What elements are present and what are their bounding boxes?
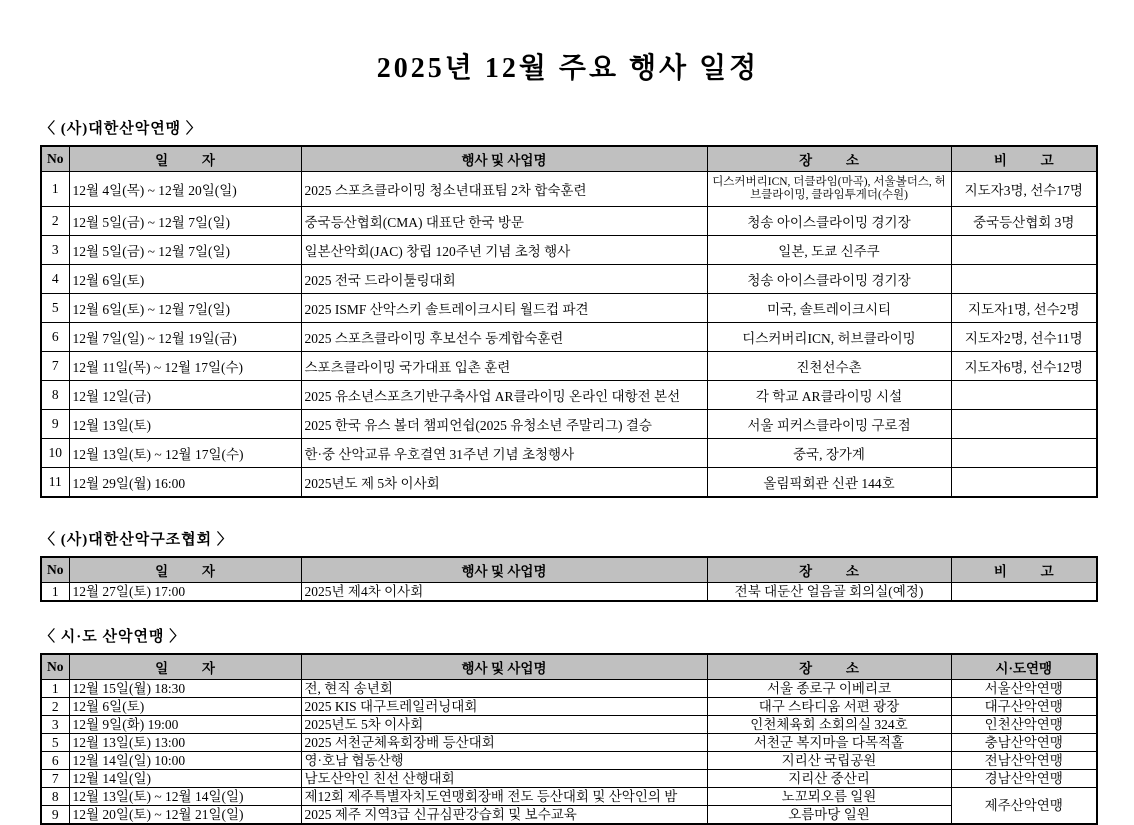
table-cell: 전북 대둔산 얼음골 회의실(예정) <box>707 583 951 602</box>
column-header: No <box>41 557 69 583</box>
section-korea-mountain-rescue-association <box>40 528 1096 602</box>
table-cell: 2025년도 5차 이사회 <box>301 716 707 734</box>
table-cell: 1 <box>41 680 69 698</box>
column-header: No <box>41 146 69 172</box>
table-cell: 12월 9일(화) 19:00 <box>69 716 301 734</box>
table-cell: 경남산악연맹 <box>951 770 1097 788</box>
table-cell: 한·중 산악교류 우호결연 31주년 기념 초청행사 <box>301 439 707 468</box>
table-cell: 지리산 중산리 <box>707 770 951 788</box>
table-row <box>41 752 1097 770</box>
page-title: 2025년 12월 주요 행사 일정 <box>376 53 760 84</box>
table-cell: 5 <box>41 734 69 752</box>
table-cell: 12월 4일(목) ~ 12월 20일(일) <box>69 172 301 207</box>
table-cell: 10 <box>41 439 69 468</box>
column-header: 행사 및 사업명 <box>301 654 707 680</box>
table-cell: 6 <box>41 752 69 770</box>
table-cell: 지도자6명, 선수12명 <box>951 352 1097 381</box>
section-heading: 〈 시·도 산악연맹 〉 <box>40 629 186 645</box>
table-cell: 6 <box>41 323 69 352</box>
table-row <box>41 583 1097 602</box>
column-header: 시·도연맹 <box>951 654 1097 680</box>
table-cell: 1 <box>41 172 69 207</box>
table-cell: 7 <box>41 352 69 381</box>
table-cell: 2025 ISMF 산악스키 솔트레이크시티 월드컵 파견 <box>301 294 707 323</box>
table-cell: 미국, 솔트레이크시티 <box>707 294 951 323</box>
table-cell: 8 <box>41 381 69 410</box>
table-cell: 2 <box>41 207 69 236</box>
table-cell: 12월 6일(토) ~ 12월 7일(일) <box>69 294 301 323</box>
column-header: 비 고 <box>951 557 1097 583</box>
section-heading: 〈 (사)대한산악구조협회 〉 <box>40 532 233 548</box>
table-cell: 2 <box>41 698 69 716</box>
table-cell: 5 <box>41 294 69 323</box>
table-row <box>41 323 1097 352</box>
table-cell: 8 <box>41 788 69 806</box>
table-cell: 12월 6일(토) <box>69 698 301 716</box>
table-row <box>41 734 1097 752</box>
table-cell: 2025 전국 드라이툴링대회 <box>301 265 707 294</box>
table-cell: 인천산악연맹 <box>951 716 1097 734</box>
table-cell: 2025 한국 유스 볼더 챔피언쉽(2025 유청소년 주말리그) 결승 <box>301 410 707 439</box>
table-cell: 서천군 복지마을 다목적홀 <box>707 734 951 752</box>
table-cell: 2025 스포츠클라이밍 청소년대표팀 2차 합숙훈련 <box>301 172 707 207</box>
column-header: 행사 및 사업명 <box>301 557 707 583</box>
column-header: 비 고 <box>951 146 1097 172</box>
table-row <box>41 698 1097 716</box>
table-cell: 12월 7일(일) ~ 12월 19일(금) <box>69 323 301 352</box>
table-cell: 12월 27일(토) 17:00 <box>69 583 301 602</box>
table-row <box>41 236 1097 265</box>
table-cell <box>951 583 1097 602</box>
table-cell <box>951 265 1097 294</box>
table-cell: 중국등산협회 3명 <box>951 207 1097 236</box>
table-cell: 디스커버리ICN, 더클라임(마곡), 서울볼더스, 허브클라이밍, 클라임투게더(수원) <box>707 172 951 207</box>
table-cell: 남도산악인 친선 산행대회 <box>301 770 707 788</box>
table-cell: 12월 13일(토) 13:00 <box>69 734 301 752</box>
column-header: No <box>41 654 69 680</box>
table-row <box>41 265 1097 294</box>
schedule-table <box>40 556 1098 602</box>
table-cell: 9 <box>41 410 69 439</box>
table-cell: 전남산악연맹 <box>951 752 1097 770</box>
table-cell: 충남산악연맹 <box>951 734 1097 752</box>
column-header: 행사 및 사업명 <box>301 146 707 172</box>
table-row <box>41 352 1097 381</box>
table-cell: 진천선수촌 <box>707 352 951 381</box>
table-cell: 12월 11일(목) ~ 12월 17일(수) <box>69 352 301 381</box>
table-cell: 일본산악회(JAC) 창립 120주년 기념 초청 행사 <box>301 236 707 265</box>
section-korea-alpine-federation <box>40 117 1096 498</box>
table-cell: 중국, 장가계 <box>707 439 951 468</box>
table-row <box>41 716 1097 734</box>
header-row <box>41 654 1097 680</box>
table-cell: 청송 아이스클라이밍 경기장 <box>707 265 951 294</box>
table-cell: 4 <box>41 265 69 294</box>
table-cell: 노꼬뫼오름 일원 <box>707 788 951 806</box>
column-header: 장 소 <box>707 654 951 680</box>
table-cell: 2025 제주 지역3급 신규심판강습회 및 보수교육 <box>301 806 707 825</box>
schedule-table <box>40 653 1098 825</box>
table-cell <box>951 381 1097 410</box>
schedule-table <box>40 145 1098 498</box>
table-cell: 12월 13일(토) ~ 12월 14일(일) <box>69 788 301 806</box>
table-cell <box>951 439 1097 468</box>
table-cell: 청송 아이스클라이밍 경기장 <box>707 207 951 236</box>
table-cell: 지도자1명, 선수2명 <box>951 294 1097 323</box>
table-cell: 전, 현직 송년회 <box>301 680 707 698</box>
table-cell: 12월 14일(일) 10:00 <box>69 752 301 770</box>
table-cell: 2025 유소년스포츠기반구축사업 AR클라이밍 온라인 대항전 본선 <box>301 381 707 410</box>
table-cell: 12월 5일(금) ~ 12월 7일(일) <box>69 236 301 265</box>
table-row <box>41 468 1097 498</box>
table-cell <box>951 468 1097 498</box>
table-row <box>41 381 1097 410</box>
table-cell: 3 <box>41 236 69 265</box>
table-cell: 1 <box>41 583 69 602</box>
table-cell: 지도자3명, 선수17명 <box>951 172 1097 207</box>
column-header: 일 자 <box>69 654 301 680</box>
table-row <box>41 172 1097 207</box>
table-cell: 2025 스포츠클라이밍 후보선수 동계합숙훈련 <box>301 323 707 352</box>
table-row <box>41 294 1097 323</box>
table-row <box>41 680 1097 698</box>
table-cell <box>951 236 1097 265</box>
table-cell: 12월 15일(월) 18:30 <box>69 680 301 698</box>
table-cell: 12월 14일(일) <box>69 770 301 788</box>
table-cell: 12월 13일(토) <box>69 410 301 439</box>
table-row <box>41 806 1097 825</box>
table-cell: 제주산악연맹 <box>951 788 1097 825</box>
table-cell: 7 <box>41 770 69 788</box>
table-cell: 3 <box>41 716 69 734</box>
table-cell: 디스커버리ICN, 허브클라이밍 <box>707 323 951 352</box>
table-cell: 각 학교 AR클라이밍 시설 <box>707 381 951 410</box>
table-cell: 12월 13일(토) ~ 12월 17일(수) <box>69 439 301 468</box>
table-cell: 2025 KIS 대구트레일러닝대회 <box>301 698 707 716</box>
table-row <box>41 207 1097 236</box>
table-cell: 12월 29일(월) 16:00 <box>69 468 301 498</box>
table-cell: 서울 종로구 이베리코 <box>707 680 951 698</box>
column-header: 일 자 <box>69 557 301 583</box>
header-row <box>41 557 1097 583</box>
table-row <box>41 410 1097 439</box>
table-cell: 일본, 도쿄 신주쿠 <box>707 236 951 265</box>
table-cell: 중국등산협회(CMA) 대표단 한국 방문 <box>301 207 707 236</box>
table-cell: 지리산 국립공원 <box>707 752 951 770</box>
table-cell: 12월 20일(토) ~ 12월 21일(일) <box>69 806 301 825</box>
table-cell: 대구산악연맹 <box>951 698 1097 716</box>
table-cell: 2025년도 제 5차 이사회 <box>301 468 707 498</box>
table-cell: 12월 6일(토) <box>69 265 301 294</box>
column-header: 장 소 <box>707 557 951 583</box>
table-cell: 서울 피커스클라이밍 구로점 <box>707 410 951 439</box>
table-cell: 지도자2명, 선수11명 <box>951 323 1097 352</box>
table-cell: 인천체육회 소회의실 324호 <box>707 716 951 734</box>
table-cell: 11 <box>41 468 69 498</box>
section-city-province-federations <box>40 625 1096 825</box>
table-cell: 스포츠클라이밍 국가대표 입촌 훈련 <box>301 352 707 381</box>
header-row <box>41 146 1097 172</box>
table-cell: 대구 스타디움 서편 광장 <box>707 698 951 716</box>
table-cell: 9 <box>41 806 69 825</box>
table-cell: 12월 5일(금) ~ 12월 7일(일) <box>69 207 301 236</box>
column-header: 일 자 <box>69 146 301 172</box>
table-cell: 2025 서천군체육회장배 등산대회 <box>301 734 707 752</box>
table-cell: 12월 12일(금) <box>69 381 301 410</box>
table-cell: 영·호남 협동산행 <box>301 752 707 770</box>
table-row <box>41 439 1097 468</box>
table-cell: 2025년 제4차 이사회 <box>301 583 707 602</box>
table-cell <box>951 410 1097 439</box>
table-cell: 오름마당 일원 <box>707 806 951 825</box>
section-heading: 〈 (사)대한산악연맹 〉 <box>40 121 202 137</box>
table-row <box>41 770 1097 788</box>
table-cell: 서울산악연맹 <box>951 680 1097 698</box>
table-cell: 올림픽회관 신관 144호 <box>707 468 951 498</box>
table-cell: 제12회 제주특별자치도연맹회장배 전도 등산대회 및 산악인의 밤 <box>301 788 707 806</box>
column-header: 장 소 <box>707 146 951 172</box>
